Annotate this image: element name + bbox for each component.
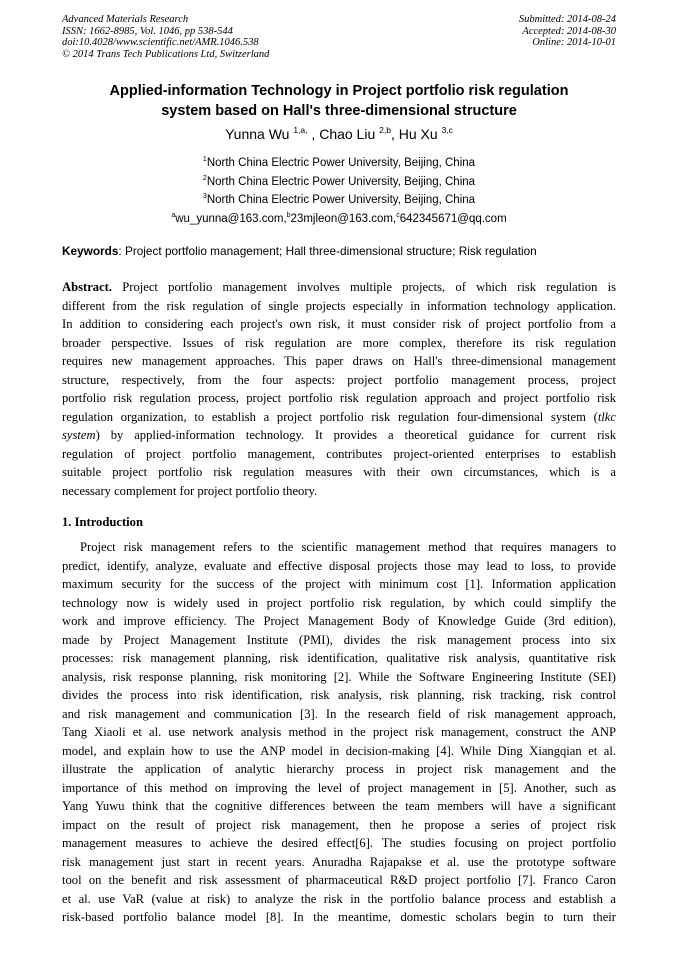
- email-address: wu_yunna@163.com,: [175, 212, 287, 225]
- email-superscript: c: [396, 211, 400, 219]
- intro-line: work and improve efficiency. The Project Management Body of Knowledge Guide (3rd edition),: [62, 614, 616, 628]
- email-line: [62, 210, 616, 229]
- section-heading: 1. Introduction: [62, 515, 143, 529]
- abstract-line-text: Project portfolio management involves multiple projects, of which risk regulation is: [112, 280, 616, 294]
- introduction-body: [62, 538, 616, 927]
- affiliation-number: 2: [202, 174, 207, 182]
- title-line: Applied-information Technology in Project portfolio risk regulation: [109, 83, 569, 99]
- abstract-line: [62, 278, 616, 297]
- author-separator: ,: [307, 126, 320, 142]
- author-superscript: 1,a,: [293, 125, 308, 135]
- keywords: [62, 243, 616, 259]
- intro-line: technology now is widely used in project portfolio risk regulation, by which could simplify the: [62, 595, 616, 610]
- intro-line: Project risk management refers to the scientific management method that requires managers to: [80, 540, 616, 554]
- submitted-date: Submitted: 2014-08-24: [518, 14, 616, 25]
- intro-line: Yang Yuwu think that the cognitive differences between the team members will have a significant: [62, 799, 616, 813]
- intro-line: risk-based portfolio balance model [8]. In the meantime, domestic scholars begin to turn their: [62, 910, 616, 924]
- abstract-line: suitable project portfolio risk regulation measures with their own circumstances, which is a: [62, 465, 616, 479]
- affiliations: [62, 154, 616, 228]
- abstract-line: different from the risk regulation of single projects especially in information technology application.: [62, 298, 616, 313]
- intro-line: impact on the result of project risk management, then he propose a series of project risk: [62, 817, 616, 832]
- intro-line: processes: risk management planning, risk identification, qualitative risk analysis, quantitative risk: [62, 651, 616, 665]
- abstract-line: requires new management approaches. This paper draws on Hall's three-dimensional management: [62, 354, 616, 368]
- issn-line: ISSN: 1662-8985, Vol. 1046, pp 538-544: [62, 25, 233, 37]
- intro-line: et al. use VaR (value at risk) to analyze the risk in the portfolio balance process and establish a: [62, 891, 616, 906]
- intro-line: tool on the benefit and risk assessment of pharmaceutical R&D project portfolio [7]. Franco Caron: [62, 873, 616, 887]
- intro-line: risk management just start in recent years. Anuradha Rajapakse et al. use the prototype software: [62, 854, 616, 869]
- intro-line: and risk management and communication [3]. In the research field of risk management approach,: [62, 706, 616, 721]
- dates-header: [519, 14, 616, 49]
- system-name-italic: system: [62, 428, 96, 442]
- abstract-line: [62, 426, 616, 445]
- journal-header: [62, 14, 269, 60]
- author-name: Chao Liu: [319, 126, 380, 142]
- intro-line: model, and explain how to use the ANP model in decision-making [4]. While Ding Xiangqian et al.: [62, 743, 616, 758]
- system-name-italic: tlkc: [597, 409, 616, 424]
- intro-line: predict, identify, analyze, evaluate and effective disposal projects those may lead to loss, to provide: [62, 558, 616, 573]
- affiliation-line: [62, 173, 616, 192]
- email-address: 23mjleon@163.com,: [290, 212, 397, 225]
- author-separator: ,: [390, 126, 399, 142]
- abstract-line: portfolio risk regulation process, project portfolio risk regulation approach and project portfolio risk: [62, 391, 616, 405]
- author-name: Yunna Wu: [225, 126, 294, 142]
- author-superscript: 2,b: [379, 125, 391, 135]
- affiliation-text: North China Electric Power University, Beijing, China: [206, 157, 476, 169]
- email-address: 642345671@qq.com: [399, 212, 507, 225]
- affiliation-number: 1: [202, 156, 207, 163]
- email-superscript: b: [286, 211, 291, 219]
- journal-name: Advanced Materials Research: [62, 14, 189, 25]
- intro-line: management measures to achieve the desired effect[6]. The studies focusing on project portfolio: [62, 836, 616, 850]
- affiliation-text: North China Electric Power University, Beijing, China: [206, 194, 476, 207]
- abstract-line-text: ) by applied-information technology. It provides a theoretical guidance for current risk: [95, 428, 616, 442]
- affiliation-line: [62, 191, 616, 210]
- intro-line: illustrate the application of analytic hierarchy process in project risk management and the: [62, 762, 616, 776]
- intro-line: analysis, risk response planning, risk monitoring [2]. While the Software Engineering Institute (SEI): [62, 669, 616, 684]
- abstract-line: structure, respectively, from the four aspects: project portfolio management process, project: [62, 372, 616, 387]
- intro-line: divides the process into risk identification, risk analysis, risk planning, risk tracking, risk control: [62, 688, 616, 702]
- abstract-line: [62, 408, 616, 427]
- abstract-line: necessary complement for project portfolio theory.: [62, 483, 318, 498]
- affiliation-text: North China Electric Power University, Beijing, China: [206, 175, 476, 188]
- keywords-text: : Project portfolio management; Hall three-dimensional structure; Risk regulation: [118, 244, 537, 258]
- intro-line: maximum security for the success of the project with minimum cost [1]. Information application: [62, 577, 616, 591]
- title-line: system based on Hall's three-dimensional structure: [161, 103, 517, 119]
- abstract-line: In addition to considering each project's own risk, it must consider risk of project portfolio from a: [62, 317, 616, 331]
- paper-title: [62, 81, 616, 121]
- intro-line: Tang Xiaoli et al. use network analysis method in the project risk management, construct the ANP: [62, 725, 616, 739]
- abstract-line: broader perspective. Issues of risk regulation are more complex, therefore its risk regulation: [62, 335, 616, 350]
- doi-line: doi:10.4028/www.scientific.net/AMR.1046.538: [62, 37, 259, 49]
- keywords-label: Keywords: [62, 244, 119, 258]
- abstract-label: Abstract.: [62, 280, 113, 294]
- email-superscript: a: [171, 211, 176, 219]
- abstract-line-text: regulation organization, to establish a project portfolio risk regulation four-dimensional system (: [62, 409, 598, 424]
- intro-line: made by Project Management Institute (PMI), divides the risk management process into six: [62, 632, 616, 647]
- abstract: [62, 278, 616, 500]
- author-list: [62, 125, 616, 143]
- author-superscript: 3,c: [441, 125, 453, 135]
- affiliation-number: 3: [202, 193, 207, 201]
- copyright-line: © 2014 Trans Tech Publications Ltd, Switzerland: [62, 48, 270, 60]
- accepted-date: Accepted: 2014-08-30: [522, 25, 616, 37]
- affiliation-line: [62, 154, 616, 173]
- author-name: Hu Xu: [398, 126, 442, 142]
- online-date: Online: 2014-10-01: [532, 37, 616, 49]
- abstract-line: regulation of project portfolio management, contributes project-oriented enterprises to establish: [62, 446, 616, 461]
- intro-line: importance of this method on improving the level of project management in [5]. Another, such as: [62, 780, 616, 795]
